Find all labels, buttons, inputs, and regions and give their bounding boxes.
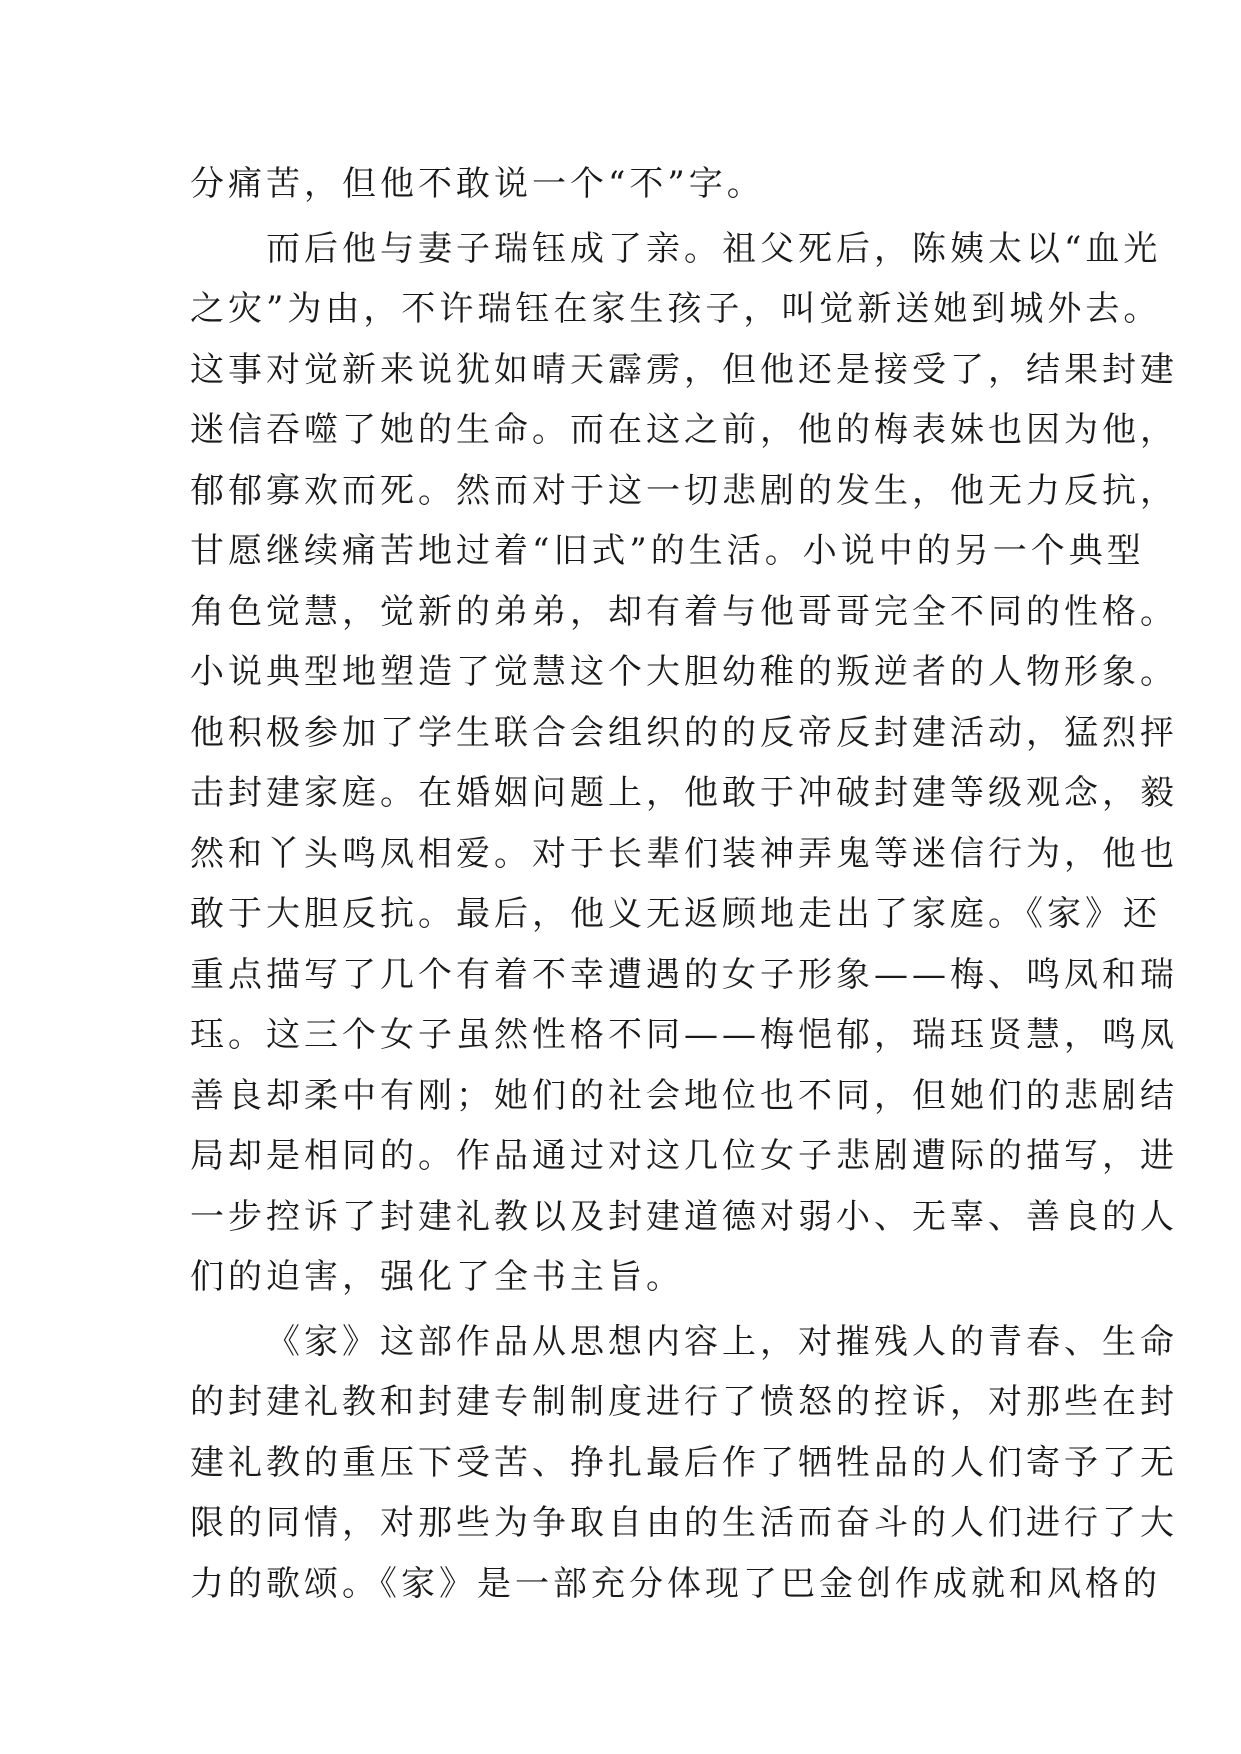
text-line: 局却是相同的。作品通过对这几位女子悲剧遭际的描写，进 — [190, 1136, 1178, 1176]
text-line: 而后他与妻子瑞钰成了亲。祖父死后，陈姨太以“血光 — [266, 228, 1162, 269]
text-line: 敢于大胆反抗。最后，他义无返顾地走出了家庭。《家》还 — [190, 894, 1161, 934]
text-line: 小说典型地塑造了觉慧这个大胆幼稚的叛逆者的人物形象。 — [190, 652, 1178, 692]
document-body — [190, 154, 1178, 1614]
text-line: 限的同情，对那些为争取自由的生活而奋斗的人们进行了大 — [190, 1503, 1178, 1543]
text-line: 善良却柔中有刚；她们的社会地位也不同，但她们的悲剧结 — [190, 1075, 1178, 1116]
text-line: 的封建礼教和封建专制制度进行了愤怒的控诉，对那些在封 — [190, 1382, 1178, 1422]
text-line: 之灾”为由，不许瑞钰在家生孩子，叫觉新送她到城外去。 — [190, 289, 1162, 329]
text-line: 珏。这三个女子虽然性格不同——梅悒郁，瑞珏贤慧，鸣凤 — [190, 1015, 1178, 1055]
text-line: 角色觉慧，觉新的弟弟，却有着与他哥哥完全不同的性格。 — [190, 591, 1178, 632]
text-line: 他积极参加了学生联合会组织的的反帝反封建活动，猛烈抨 — [190, 712, 1178, 753]
text-line: 重点描写了几个有着不幸遭遇的女子形象——梅、鸣凤和瑞 — [190, 954, 1178, 995]
text-line: 《家》这部作品从思想内容上，对摧残人的青春、生命 — [266, 1321, 1178, 1362]
text-line: 们的迫害，强化了全书主旨。 — [190, 1257, 684, 1297]
text-line: 力的歌颂。《家》是一部充分体现了巴金创作成就和风格的 — [190, 1563, 1161, 1604]
text-line: 分痛苦，但他不敢说一个“不”字。 — [190, 164, 765, 204]
text-line: 然和丫头鸣凤相爱。对于长辈们装神弄鬼等迷信行为，他也 — [190, 833, 1178, 874]
text-line: 迷信吞噬了她的生命。而在这之前，他的梅表妹也因为他， — [190, 410, 1178, 450]
text-line: 一步控诉了封建礼教以及封建道德对弱小、无辜、善良的人 — [190, 1196, 1178, 1237]
text-line: 郁郁寡欢而死。然而对于这一切悲剧的发生，他无力反抗， — [190, 470, 1178, 511]
text-line: 甘愿继续痛苦地过着“旧式”的生活。小说中的另一个典型 — [190, 531, 1145, 571]
text-line: 击封建家庭。在婚姻问题上，他敢于冲破封建等级观念，毅 — [190, 773, 1178, 813]
text-line: 这事对觉新来说犹如晴天霹雳，但他还是接受了，结果封建 — [190, 349, 1178, 390]
text-line: 建礼教的重压下受苦、挣扎最后作了牺牲品的人们寄予了无 — [190, 1442, 1178, 1483]
